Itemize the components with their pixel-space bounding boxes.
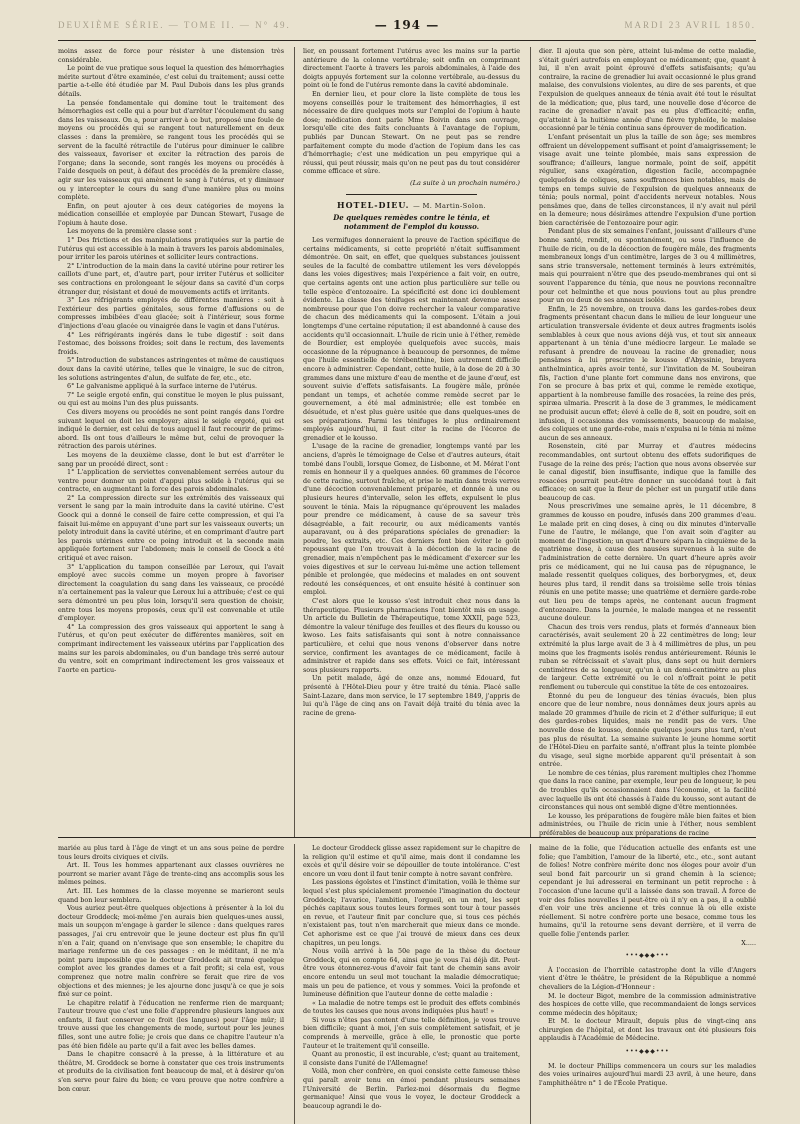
paragraph: 6° Le galvanisme appliqué à la surface interne de l'utérus. [67,382,258,391]
lower-column-1 [58,844,284,1124]
page-number: — 194 — [374,18,440,32]
paragraph: dier. Il ajouta que son père, atteint lui-même de cette maladie, s'était guéri autrefois en employant ce médicament; que, quant à lui, il n'en avait point éprouvé d'effets satisfaisants; qu'au contraire, la racine de grenadier lui avait occasionné le plus grand malaise, des convulsions violentes, au dire de ses parents, et que l'expulsion de quelques anneaux de ténia avait été tout le résultat de la médication; que, plus tard, une nouvelle dose d'écorce de racine de grenadier n'avait pas eu plus d'efficacité; enfin, qu'atteint à la huitième année d'une fièvre typhoïde, le malaise occasionné par le ténia continua sans éprouver de modification. [539,47,756,133]
paragraph: Les passions égoïstes et l'instinct d'imitation, voilà le thème sur lequel s'est plus spécialement promenée l'imagination du docteur Groddeck; l'avarice, l'ambition, l'orgueil, en un mot, les sept péchés capitaux sous toutes leurs formes sont tour à tour passés en revue, et l'auteur finit par conclure que, si tous ces péchés n'existaient pas, tout n'en marcherait que mieux dans ce monde. Cet aphorisme est ce que j'ai trouvé de mieux dans ces deux chapitres, un peu longs. [303,878,520,947]
lower-column-3-paragraphs [539,844,756,1087]
paragraph: Les moyens de la deuxième classe, dont le but est d'arrêter le sang par un procédé direct, sont : [58,450,284,468]
paragraph: maine de la folie, que l'éducation actuelle des enfants est une folie; que l'ambition, l'amour de la liberté, etc., etc., sont autant de folies! Notre confrère mérite donc nos éloges pour avoir d'un seul bond fait parcourir un si grand chemin à la science; cependant je lui adresserai en terminant un petit reproche : à l'occasion d'une lacune qu'il a laissée dans son travail. À force de voir des folies nouvelles il peut-être où il n'y en a pas, il a oublié d'en voir une très ancienne et très connue là où elle existe réellement. Si notre confrère porte une besace, comme tous les humains, qu'il la retourne sens devant derrière, et il verra de quelle folie j'entends parler. [539,844,756,938]
paragraph: Quant au pronostic, il est incurable, c'est; quant au traitement, il consiste dans l'unité de l'Allemagne! [303,1050,520,1067]
paragraph: 3° Les réfrigérants employés de différentes manières : soit à l'extérieur des parties génitales, sous forme d'affusions ou de compresses imbibées d'eau glacée; soit à l'intérieur, sous forme d'injections d'eau glacée ou vinaigrée dans le vagin et dans l'utérus. [58,296,284,330]
paragraph: lier, en poussant fortement l'utérus avec les mains sur la partie antérieure de la colonne vertébrale; soit enfin en comprimant directement l'aorte à travers les parois abdominales, à l'aide des doigts appuyés fortement sur la colonne vertébrale, au-dessus du point où le fond de l'utérus remonte dans la cavité abdominale. [303,47,520,90]
paragraph: Pendant plus de six semaines l'enfant, jouissant d'ailleurs d'une bonne santé, rendit, ou spontanément, ou sous l'influence de l'huile de ricin, ou de la décoction de fougère mâle, des fragments membraneux longs d'un centimètre, larges de 3 ou 4 millimètres, sans strie transversale, nettement terminés à leurs extrémités, mais qui pourraient n'être que des pseudo-membranes qui ont si souvent l'apparence du ténia, que nous ne pouvions reconnaître pour cet helminthe et que nous pouvions tout au plus prendre pour un ou deux de ses anneaux isolés. [539,227,756,305]
paragraph: 2° L'introduction de la main dans la cavité utérine pour retirer les caillots d'une part, et, d'autre part, pour irriter l'utérus et solliciter ses contractions en prolongeant le séjour dans sa cavité d'un corps étranger dur, résistant et doué de mouvements actifs et irritants. [58,261,284,296]
paragraph: Chacun des trois vers rendus, plats et formés d'anneaux bien caractérisés, avait seulement 20 à 22 centimètres de long; leur extrémité la plus large avait de 3 à 4 millimètres de plus, un peu moins que les fragments isolés rendus antérieurement. Réunis le ruban se rétrécissait et s'avait plus, dans sept ou huit derniers centimètres de sa longueur, qu'un à un demi-centimètre au plus de largeur. Cette extrémité ou le col n'offrait point le petit renflement ou tubercule qui constitue la tête de ces entozoaires. [539,622,756,691]
paragraph: En dernier lieu, et pour clore la liste complète de tous les moyens conseillés pour le traitement des hémorrhagies, il est nécessaire de dire quelques mots sur l'emploi de l'opium à haute dose; médication dont parle Mme Boivin dans son ouvrage, lorsqu'elle cite des faits concluants à l'avantage de l'opium, publiés par Duncan Stewart. On ne peut pas se rendre parfaitement compte du mode d'action de l'opium dans les cas d'hémorrhagie; c'est une médication un peu empyrique qui a réussi, qui peut réussir, mais qu'on ne peut pas du tout considérer comme efficace et sûre. [303,89,520,176]
section-heading-title: HOTEL-DIEU. [337,199,410,210]
paragraph: 1° L'application de serviettes convenablement serrées autour du ventre pour donner un point d'appui plus solide à l'utérus qui se contracte, en augmentant la force des parois abdominales. [58,468,284,494]
paragraph: 4° Les réfrigérants ingérés dans le tube digestif : soit dans l'estomac, des boissons froides; soit dans le rectum, des lavements froids. [58,330,284,356]
running-head [58,10,756,41]
paragraph: Étonné du peu de longueur des ténias évacués, bien plus encore que de leur nombre, nous donnâmes deux jours après au malade 20 grammes d'huile de ricin et 2 d'éther sulfurique; il eut des gardes-robes liquides, mais ne rendit pas de vers. Une nouvelle dose de kousso, donnée quelques jours plus tard, n'eut pas plus de résultat. La semaine suivante le jeune homme sortit de l'Hôtel-Dieu en parfaite santé, n'offrant plus la teinte plombée du visage, seul signe morbide apparent qu'il présentait à son entrée. [539,691,756,769]
paragraph: La pensée fondamentale qui domine tout le traitement des hémorrhagies est celle qui a pour but d'arrêter l'écoulement du sang dans les vaisseaux. On a, pour arriver à ce but, proposé une foule de moyens ou procédés qui se rangent tout naturellement en deux classes : dans la première, se rangent tous les procédés qui se servent de la faculté rétractile de l'utérus pour diminuer le calibre des vaisseaux, favoriser et exciter la rétraction des parois de l'organe; dans la seconde, sont rangés les moyens ou procédés à l'aide desquels on peut, à défaut des procédés de la première classe, agir sur les vaisseaux qui amènent le sang à l'utérus, et y diminuer ou y intercepter le cours du sang d'une manière plus ou moins complète. [58,98,284,202]
upper-column-2 [294,47,520,837]
paragraph: C'est alors que le kousso s'est introduit chez nous dans la thérapeutique. Plusieurs pharmaciens l'ont bientôt mis en usage. Un article du Bulletin de Thérapeutique, tome XXXII, page 523, démontre la valeur ténifuge des feuilles et des fleurs du kousso ou kwoso. Les faits satisfaisants qui sont à notre connaissance particulière, et celui que nous venons d'observer dans notre service, confirment les avantages de ce médicament, facile à administrer et rapide dans ses effets. Voici ce fait, intéressant sous plusieurs rapports. [303,597,520,674]
paragraph: « La maladie de notre temps est le produit des effets combinés de toutes les causes que nous avons indiquées plus haut! » [303,998,520,1016]
paragraph: 4° La compression des gros vaisseaux qui apportent le sang à l'utérus, et qu'on peut exécuter de différentes manières, soit en comprimant indirectement les vaisseaux utérins par l'application des mains sur les parois abdominales, ou d'un bandage très serré autour du ventre, soit en comprimant indirectement les gros vaisseaux et l'aorte en particu- [58,622,284,674]
paragraph: Le docteur Groddeck glisse assez rapidement sur le chapitre de la religion qu'il estime et qu'il aime, mais dont il condamne les excès et qu'il désire voir se dépouiller de toute intolérance. C'est encore un vœu dont il faut tenir compte à notre savant confrère. [303,844,520,878]
paragraph: Vous auriez peut-être quelques objections à présenter à la loi du docteur Groddeck; moi-même j'en aurais bien quelques-unes aussi, mais un soupçon m'engage à garder le silence : dans quelques rares passages, j'ai cru entrevoir que le jeune docteur est plus fin qu'il n'en a l'air, quand on n'envisage que son ensemble; le chapitre du mariage renferme un de ces passages : en le méditant, il ne m'a point paru impossible que le docteur Groddeck ait tramé quelque complot avec les grandes dames et a fait profit; si cela est, vous comprenez que notre malin confrère se ferait que rire de vos objections et des miennes; je les ajourne donc jusqu'à ce que je sois fixé sur ce point. [58,904,284,999]
ornamental-separator: •••◆◆◆••• [625,952,670,960]
upper-column-3 [530,47,756,837]
paragraph: Les vermifuges donneraient la preuve de l'action spécifique de certains médicaments, si cette propriété n'était suffisamment démontrée. On sait, en effet, que quelques substances jouissent seules de la faculté de combattre utilement les vers développés dans les voies digestives; mais l'expérience a fait voir, en outre, que certains agents ont une action plus particulière sur telle ou telle espèce d'entozoaire. La spécificité est donc ici doublement évidente. La classe des ténifuges est maintenant devenue assez nombreuse pour que l'on doive rechercher la valeur comparative de chacun des médicaments qui la composent. L'étain a joui longtemps d'une certaine réputation; il est abandonné à cause des accidents qu'il occasionnait. L'huile de ricin unie à l'éther, remède de Bourdier, est employée quelquefois avec succès, mais occasionne de la répugnance à beaucoup de personnes, de même que l'huile essentielle de térébenthine, bien autrement difficile encore à administrer. Cependant, cette huile, à la dose de 20 à 30 grammes dans une mixture d'eau de menthe et de jaune d'œuf, est souvent suivie d'effets satisfaisants. La fougère mâle, prônée pendant un temps, et achetée comme remède secret par le gouvernement, a été mal administrée; elle est tombée en désuétude, et n'est plus guère usitée que dans quelques-unes de ses préparations. Parmi les ténifuges le plus ordinairement employés aujourd'hui, il faut citer la racine de l'écorce de grenadier et le kousso. [303,236,520,442]
paragraph: 2° La compression directe sur les extrémités des vaisseaux qui versent le sang par la main introduite dans la cavité utérine. C'est Goock qui a donné le conseil de faire cette compression, et qui l'a faisait lui-même en appuyant d'une part sur les vaisseaux ouverts; un peloty introduit dans la cavité utérine, et en comprimant d'autre part les parois utérines entre ce poing introduit et la seconde main appliquée fortement sur l'abdomen; mais le conseil de Goock a été critiqué et avec raison. [58,493,284,563]
section-divider [346,194,476,195]
lower-column-2 [294,844,520,1124]
paragraph: Ces divers moyens ou procédés ne sont point rangés dans l'ordre suivant lequel on doit les employer; ainsi le seigle ergoté, qui est indiqué le dernier, est celui de tous auquel il faut recourir de prime-abord. Ils ont tous d'ailleurs le même but, celui de provoquer la rétraction des parois utérines. [58,407,284,451]
article-title: De quelques remèdes contre le ténia, et notamment de l'emploi du kousso. [333,213,490,232]
header-right-faint: MARDI 23 AVRIL 1850. [624,20,756,30]
paragraph: Le chapitre relatif à l'éducation ne renferme rien de marquant; l'auteur trouve que c'est une folie d'apprendre plusieurs langues aux enfants, il faut conserver ce froit (les langues) pour l'âge mûr; il trouve aussi que les changements de mode, surtout pour les jeunes filles, sont une autre folie; je crois que dans ce chapitre l'auteur n'a pas été bien fidèle au parte qu'il a fait avec les belles dames. [58,998,284,1050]
signature: X..... [741,938,756,947]
paragraph: 1° Des frictions et des manipulations pratiquées sur la partie de l'utérus qui est accessible à la main à travers les parois abdominales, pour irriter les parois utérines et solliciter leurs contractions. [58,236,284,262]
section-heading-author: — M. Martin-Solon. [413,201,486,210]
paragraph: moins assez de force pour résister à une distension très considérable. [58,47,284,64]
paragraph: 5° Introduction de substances astringentes et même de caustiques doux dans la cavité utérine, telles que le vinaigre, le suc de citron, les solutions astringentes d'alun, de sulfate de fer, etc., etc. [58,356,284,382]
paragraph: Le point de vue pratique sous lequel la question des hémorrhagies mérite surtout d'être examinée, c'est celui du traitement; aussi cette partie a-t-elle été étudiée par M. Paul Dubois dans les plus grands détails. [58,64,284,98]
article-body [303,236,520,717]
paragraph: Voilà, mon cher confrère, en quoi consiste cette fameuse thèse qui paraît avoir tenu en émoi pendant plusieurs semaines l'Université de Berlin. Parlez-moi désormais du flegme germanique! Ainsi que vous le voyez, le docteur Groddeck a beaucoup agrandi le do- [303,1067,520,1110]
paragraph: 7° Le seigle ergoté enfin, qui constitue le moyen le plus puissant, ou qui est au moins l'un des plus puissants. [58,390,284,408]
paragraph: Dans le chapitre consacré à la presse, à la littérature et au théâtre, M. Groddeck se borne à constater que ces trois instruments et produits de la civilisation font beaucoup de mal, et à désirer qu'on s'en serve pour faire du bien; ce vœu prouve que notre confrère a bon cœur. [58,1050,284,1093]
paragraph: Art. III. Les hommes de la classe moyenne se marieront seuls quand bon leur semblera. [58,886,284,904]
paragraph: Enfin, on peut ajouter à ces deux catégories de moyens la médication conseillée et employée par Duncan Stewart, l'usage de l'opium à haute dose. [58,201,284,227]
ornamental-separator: •••◆◆◆••• [625,1048,670,1056]
paragraph: Art. II. Tous les hommes appartenant aux classes ouvrières ne pourront se marier avant l'âge de trente-cinq ans accomplis sous les mêmes peines. [58,861,284,887]
paragraph: M. le docteur Bigot, membre de la commission administrative des hospices de cette ville, que recommandaient de longs services comme médecin des hôpitaux; [539,991,756,1017]
paragraph: À l'occasion de l'horrible catastrophe dont la ville d'Angers vient d'être le théâtre, le président de la République a nommé chevaliers de la Légion-d'Honneur : [539,965,756,991]
upper-column-1 [58,47,284,837]
paragraph: mariée au plus tard à l'âge de vingt et un ans sous peine de perdre tous leurs droits civiques et civils. [58,844,284,861]
paragraph: Nous voilà arrivé à la 50e page de la thèse du docteur Groddeck, qui en compte 64, ainsi que je vous l'ai déjà dit. Peut-être vous étonnerez-vous d'avoir fait tant de chemin sans avoir encore entendu un seul mot touchant la maladie démocratique; mais un peu de patience, et vous y sommes. Voici la profonde et lumineuse définition que l'auteur donne de cette maladie : [303,947,520,999]
continued-note: (La suite à un prochain numéro.) [410,178,520,187]
paragraph: L'enfant présentait un plus la taille de son âge; ses membres offraient un développement suffisant et point d'amaigrissement; le visage avait une teinte plombée, mais sans expression de souffrance; d'ailleurs, langue normale, point de soif, appétit régulier, sans exagération, digestion facile, accompagnée quelquefois de coliques, sans souffrances bien notables, mais de temps en temps suivie de l'expulsion de quelques anneaux de ténia; pouls normal, point d'accidents nerveux notables. Nous pensâmes que, dans de telles circonstances, il n'y avait nul péril en la demeure; nous désirâmes attendre l'expulsion d'une portion bien caractérisée de l'entozoaire pour agir. [539,132,756,227]
lower-column-3 [530,844,756,1124]
column-2-top-text [303,47,520,176]
paragraph: M. le docteur Phillips commencera un cours sur les maladies des voies urinaires aujourd'hui mardi 23 avril, à une heure, dans l'amphithéâtre n° 1 de l'École Pratique. [539,1061,756,1087]
paragraph: Rosenstein, cité par Murray et d'autres médecins recommandables, ont surtout obtenu des effets sudorifiques de l'usage de la reine des prés; l'action que nous avons observée sur le canal digestif, bien insuffisante, indique que la famille des rosacées pourrait peut-être donner un succédané tout à fait efficace; on sait que la fleur de pêcher est un purgatif utile dans beaucoup de cas. [539,442,756,502]
paragraph: Et M. le docteur Mirault, depuis plus de vingt-cinq ans chirurgien de l'hôpital, et dont les travaux ont été plusieurs fois applaudis à l'Académie de Médecine. [539,1017,756,1043]
upper-section [58,41,756,838]
paragraph: Le nombre de ces ténias, plus rarement multiples chez l'homme que dans la race canine, par exemple, leur peu de longueur, le peu de troubles qu'ils occasionnaient dans l'économie, et la facilité avec laquelle ils ont été chassés à l'aide du kousso, sont autant de circonstances qui nous ont semblé digne d'être mentionnées. [539,768,756,812]
lower-section [58,838,756,1124]
header-left-faint: DEUXIÈME SÉRIE. — TOME II. — N° 49. [58,20,291,30]
paragraph: Si vous n'êtes pas content d'une telle définition, je vous trouve bien difficile; quant à moi, j'en suis complètement satisfait, et je comprends à merveille, grâce à elle, le pronostic que porte l'auteur et le traitement qu'il conseille. [303,1015,520,1050]
paragraph: L'usage de la racine de grenadier, longtemps vanté par les anciens, d'après le témoignage de Celse et d'autres auteurs, était tombé dans l'oubli, lorsque Gomez, de Lisbonne, et M. Mérat l'ont remis en honneur il y a quelques années. 60 grammes de l'écorce de cette racine, surtout fraîche, et prise le matin dans trois verres d'une décoction convenablement préparée, et donnée à une ou plusieurs heures d'intervalle, selon les effets, expulsent le plus souvent le ténia. Mais la répugnance qu'éprouvent les malades pour prendre ce médicament, à cause de sa saveur très désagréable, a fait recourir, ou aux médicaments vantés auparavant, ou à des préparations spéciales de grenadier: la poudre, les extraits, etc. Ces derniers font bien éviter le goût repoussant que l'on trouvait à la décoction de la racine de grenadier, mais n'empêchent pas le médicament d'exercer sur les voies digestives et sur le cerveau lui-même une action tellement pénible et prolongée, que médecins et malades en ont souvent redouté les conséquences, et ont ensuite hésité à continuer son emploi. [303,442,520,597]
paragraph: Un petit malade, âgé de onze ans, nommé Edouard, fut présenté à l'Hôtel-Dieu pour y être traité du ténia. Placé salle Saint-Lazare, dans mon service, le 17 septembre 1849, j'appris de lui qu'à l'âge de cinq ans on l'avait déjà traité du ténia avec la racine de grena- [303,674,520,717]
paragraph: Le kousso, les préparations de fougère mâle bien faites et bien administrées, ou l'huile de ricin unie à l'éther, nous semblent préférables de beaucoup aux préparations de racine [539,811,756,837]
paragraph: Enfin, le 25 novembre, on trouva dans les gardes-robes deux fragments présentant chacun dans le milieu de leur longueur une articulation transversale évidente et deux autres fragments isolés semblables à ceux que nous avions déjà vus, et tout six anneaux appartenant à un ténia d'une médiocre largeur. Le malade se refusant à prendre de nouveau la racine de grenadier, nous pensâmes à lui prescrire le kousso d'Abyssinie, brayera anthelmintica, après avoir tenté, sur l'invitation de M. Soubeiran fils, l'action d'une plante fort commune dans nos environs, que l'on se procure à bas prix et qui, comme le remède exotique, appartient à la nombreuse famille des rosacées, la reine des prés, spiræa ulmaria. Prescrit à la dose de 3 grammes, le médicament ne produisit aucun effet; élevé à celle de 8, soit en poudre, soit en infusion, il occasionna des vomissements, beaucoup de malaise, des coliques et une garde-robe, mais n'expulsa ni le ténia ni même aucun de ses anneaux. [539,304,756,442]
paragraph: Les moyens de la première classe sont : [67,227,197,236]
section-heading [303,201,520,211]
paragraph: 3° L'application du tampon conseillée par Leroux, qui l'avait employé avec succès comme un moyen propre à favoriser directement la coagulation du sang dans les vaisseaux, ce procédé n'a certainement pas la valeur que Leroux lui a attribuée; c'est ce qui sera démontré un peu plus loin, lorsqu'il sera question de choisir, entre tous les moyens proposés, ceux qu'il est convenable et utile d'employer. [58,562,284,623]
paragraph: Nous prescrivîmes une semaine après, le 11 décembre, 8 grammes de kousso en poudre, infusés dans 200 grammes d'eau. Le malade prit en cinq doses, à cinq ou dix minutes d'intervalle l'une de l'autre, le mélange, que l'on avait soin d'agiter au moment de l'ingestion; un quart d'heure sépara la cinquième de la quatrième dose, à cause des nausées survenues à la suite de l'administration de cette dernière. Un quart d'heure après avoir pris ce médicament, qui ne lui causa pas de répugnance, le malade ressentit quelques coliques, des borborygmes, et, deux heures plus tard, il rendit dans sa troisième selle trois ténias réunis en une petite masse; une quatrième et dernière garde-robe eut lieu peu de temps après, ne contenant aucun fragment d'entozoaire. Dans la journée, le malade mangea et ne ressentit aucune douleur. [539,502,756,623]
